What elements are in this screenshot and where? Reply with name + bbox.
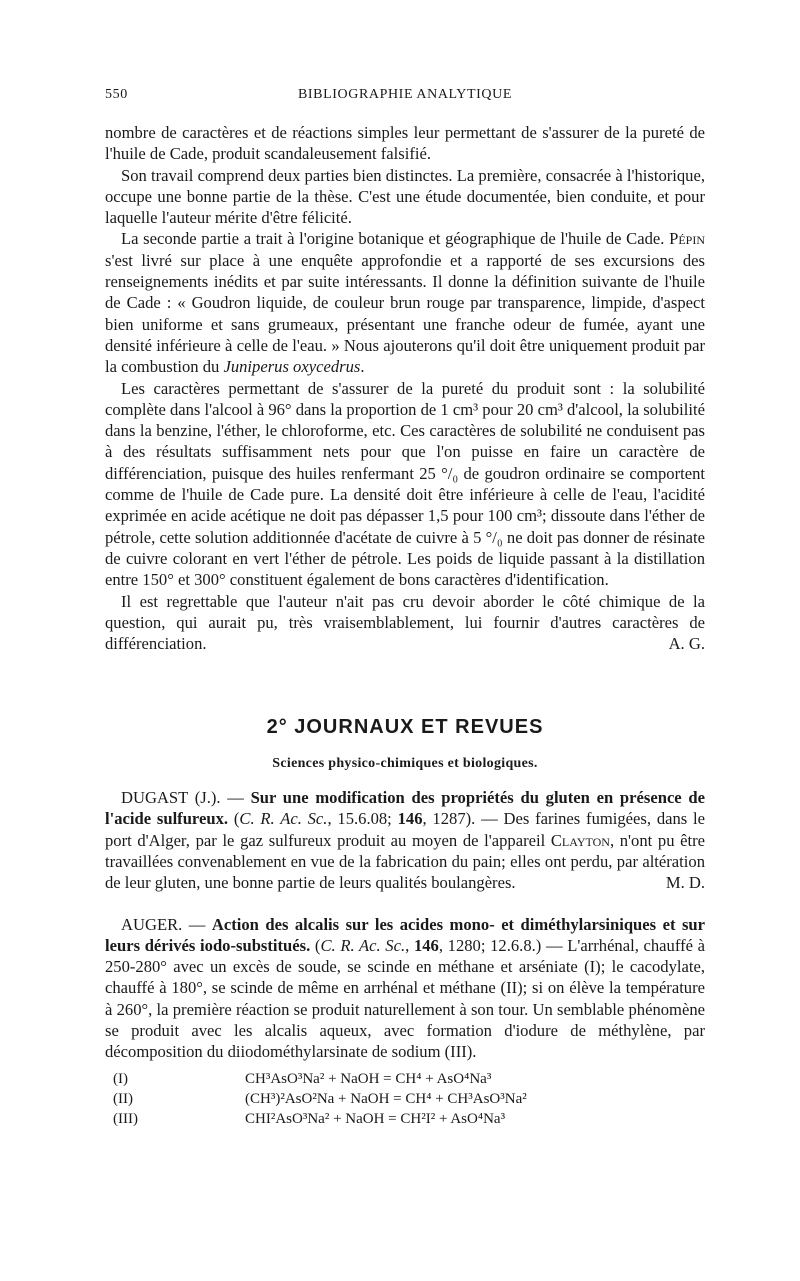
paragraph-3-end: . <box>360 357 365 377</box>
ref-journal: C. R. Ac. Sc. <box>239 809 328 829</box>
author-name-pepin: Pépin <box>669 229 705 249</box>
formula-row <box>105 1089 705 1109</box>
entry-author: AUGER. — <box>121 914 206 934</box>
review-paragraph-2: Son travail comprend deux parties bien distinctes. La première, consacrée à l'historique, occupe une bonne partie de la thèse. C'est une étude documentée, bien conduite, et pour laquelle l'auteur mérite d'être félicité. <box>105 165 705 228</box>
entry-author: DUGAST (J.). — <box>121 788 244 808</box>
formula-block <box>105 1069 705 1129</box>
review-text <box>105 122 705 654</box>
ref-volume: 146 <box>397 809 423 829</box>
entry-text-b: , n'ont pu être travaillées convenablement en vue de la fabrication du pain; elles ont perdu, par altération de leur gluten, une bonne partie de leurs qualités boulangères. <box>105 830 706 893</box>
running-title: BIBLIOGRAPHIE ANALYTIQUE <box>297 87 513 102</box>
species-name: Juniperus oxycedrus <box>223 357 361 377</box>
ref-page: , 1280; 12.6.8.) <box>438 935 542 955</box>
paragraph-5-text: Il est regrettable que l'auteur n'ait pas cru devoir aborder le côté chimique de la question, qui aurait pu, très vraisemblablement, lui fournir d'autres caractères de différenciation. <box>105 591 705 654</box>
formula-label: (I) <box>113 1070 128 1087</box>
ref-open: ( <box>233 809 240 829</box>
entry-text-a: — Des farines fumigées, dans le port d'Alger, par le gaz sulfureux produit au moyen de l'appareil <box>105 809 706 850</box>
page <box>105 84 705 1129</box>
section-title: 2° JOURNAUX ET REVUES <box>266 716 544 739</box>
ref-volume: 146 <box>413 935 439 955</box>
ref-page: , 1287). <box>422 809 476 829</box>
ref-date: , 15.6.08; <box>327 809 398 829</box>
entry-auger <box>105 914 705 1063</box>
formula-equation: CH³AsO³Na² + NaOH = CH⁴ + AsO⁴Na³ <box>245 1070 492 1087</box>
entry-text: — L'arrhénal, chauffé à 250-280° avec un excès de soude, se scinde en méthane et arséniate (I); le cacodylate, chauffé à 180°, se scinde de même en arrhénal et méthane (II); si on élève la température à 260°, la première réaction se produit naturellement à son tour. Un semblable phénomène se produit avec les alcalis aqueux, avec formation d'iodure de méthylène, par décomposition du diiodométhylarsinate de sodium (III). <box>105 935 705 1062</box>
entry-dugast <box>105 787 705 893</box>
paragraph-3-body: s'est livré sur place à une enquête approfondie et a rapporté de ses excursions des renseignements inédits et par suite intéressants. Il donne la définition suivante de l'huile de Cade : « Goudron liquide, de couleur brun rouge par transparence, limpide, d'aspect bien uniforme et sans grumeaux, présentant une franche odeur de fumée, ayant une densité inférieure à celle de l'eau. » Nous ajouterons qu'il doit être uniquement produit par la combustion du <box>105 250 705 377</box>
review-paragraph-3 <box>105 228 705 377</box>
ref-journal: C. R. Ac. Sc. <box>320 935 406 955</box>
ref-open: ( <box>314 935 321 955</box>
formula-row <box>105 1109 705 1129</box>
page-number: 550 <box>105 87 128 102</box>
section-subtitle: Sciences physico-chimiques et biologiques. <box>272 755 538 771</box>
paragraph-3-start: La seconde partie a trait à l'origine botanique et géographique de l'huile de Cade. <box>121 229 665 249</box>
formula-row <box>105 1069 705 1089</box>
review-paragraph-5 <box>105 591 705 655</box>
review-paragraph-1: nombre de caractères et de réactions simples leur permettant de s'assurer de la pureté de l'huile de Cade, produit scandaleusement falsifié. <box>105 123 705 164</box>
formula-equation: (CH³)²AsO²Na + NaOH = CH⁴ + CH³AsO³Na² <box>245 1090 527 1107</box>
review-paragraph-4: Les caractères permettant de s'assurer de la pureté du produit sont : la solubilité complète dans l'alcool à 96° dans la proportion de 1 cm³ pour 20 cm³ d'alcool, la solubilité dans la benzine, l'éther, le chloroforme, etc. Ces caractères de solubilité ne conduisent pas à des résultats suffisamment nets pour que l'on puisse en faire un caractère de différenciation, puisque des huiles renfermant 25 °/₀ de goudron ordinaire se comportent comme de l'huile de Cade pure. La densité doit être inférieure à celle de l'eau, l'acidité exprimée en acide acétique ne doit pas dépasser 1,5 pour 100 cm³; dissoute dans l'éther de pétrole, cette solution additionnée d'acétate de cuivre à 5 °/₀ ne doit pas donner de résinate de cuivre colorant en vert l'éther de pétrole. Les poids de liquide passant à la distillation entre 150° et 300° constituent également de bons caractères d'identification. <box>105 378 705 590</box>
entry-title: Sur une modification des propriétés du gluten en présence de l'acide sulfureux. <box>105 788 705 829</box>
formula-equation: CHI²AsO³Na² + NaOH = CH²I² + AsO⁴Na³ <box>245 1110 506 1127</box>
author-name-clayton: Clayton <box>550 830 610 850</box>
page-header <box>105 84 705 106</box>
formula-label: (II) <box>113 1090 133 1107</box>
entry-signature: M. D. <box>665 873 705 893</box>
entry-title: Action des alcalis sur les acides mono- et diméthylarsiniques et sur leurs dérivés iodo-substitués. <box>105 914 705 955</box>
formula-label: (III) <box>113 1110 138 1127</box>
review-signature: A. G. <box>668 634 705 654</box>
ref-sep: , <box>405 935 414 955</box>
